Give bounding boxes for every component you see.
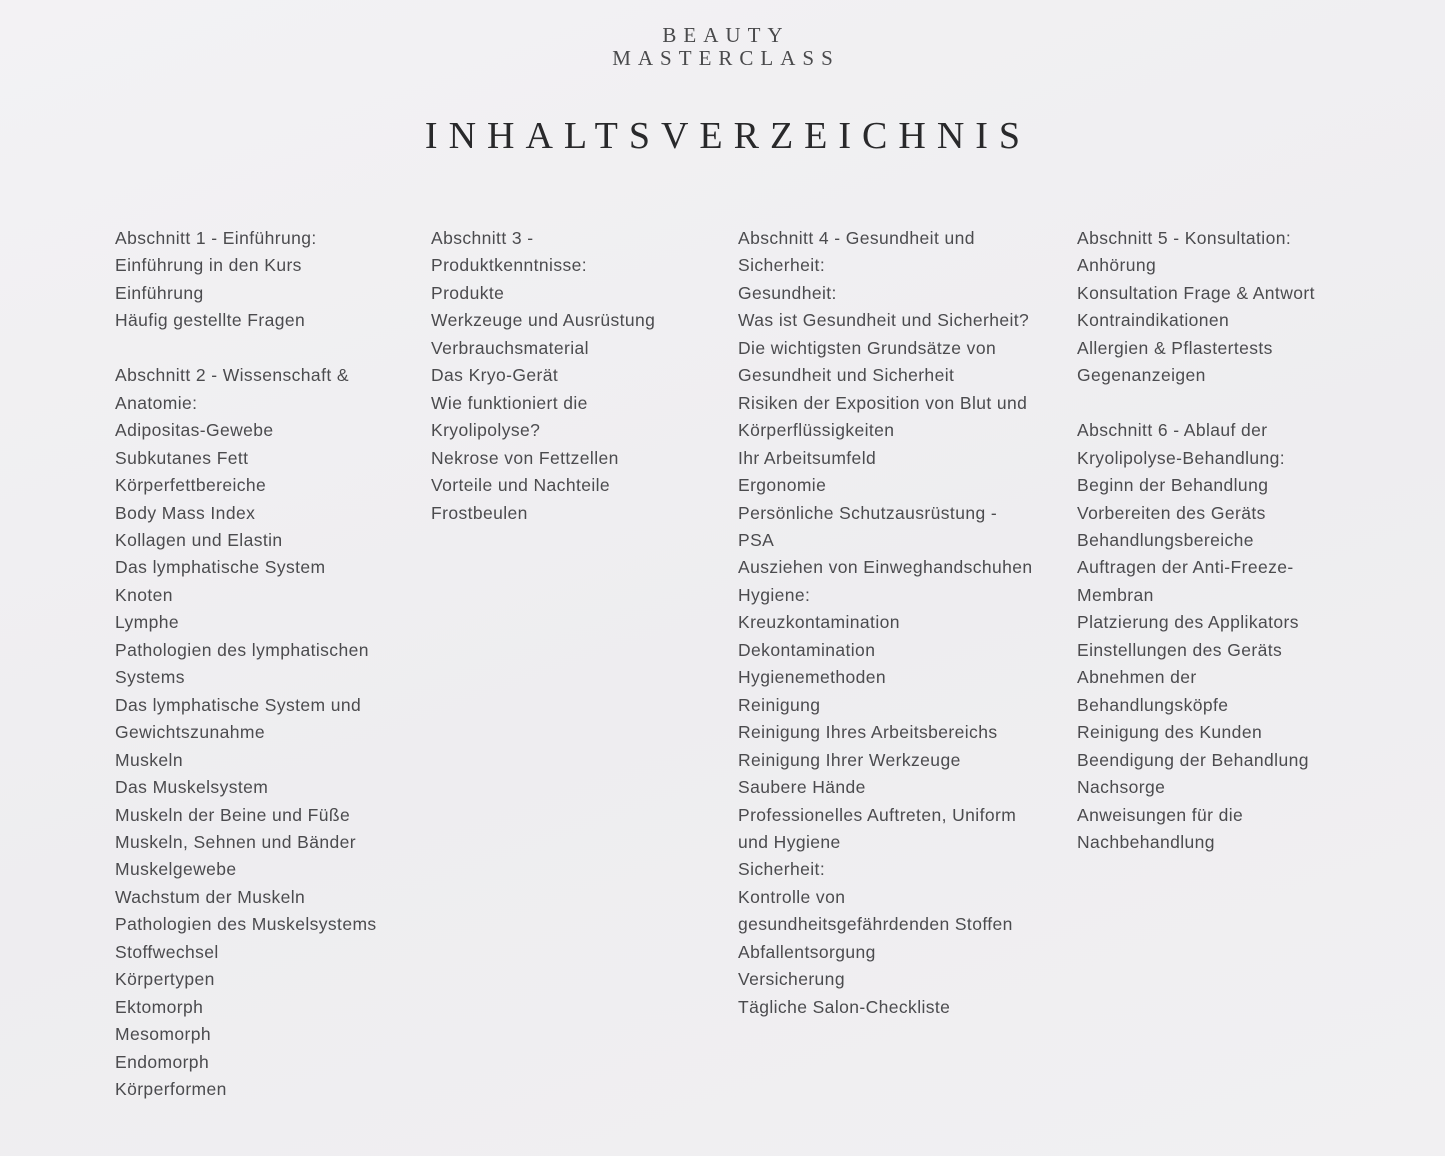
brand-line-2: MASTERCLASS bbox=[612, 46, 840, 70]
toc-entry: Einstellungen des Geräts bbox=[1077, 639, 1283, 660]
toc-section bbox=[1077, 225, 1397, 390]
toc-entry: Kreuzkontamination bbox=[738, 612, 900, 633]
toc-entry: Wachstum der Muskeln bbox=[115, 886, 306, 907]
toc-section bbox=[115, 225, 415, 335]
toc-entry: Mesomorph bbox=[115, 1024, 211, 1045]
toc-entry: Verbrauchsmaterial bbox=[431, 337, 589, 358]
toc-entry: Nachbehandlung bbox=[1077, 831, 1215, 852]
toc-entry: Subkutanes Fett bbox=[115, 447, 249, 468]
toc-entry: Vorbereiten des Geräts bbox=[1077, 502, 1266, 523]
toc-entry: Pathologien des lymphatischen bbox=[115, 639, 369, 660]
toc-entry: Körperflüssigkeiten bbox=[738, 420, 895, 441]
toc-entry: Beginn der Behandlung bbox=[1077, 475, 1269, 496]
toc-entry: Adipositas-Gewebe bbox=[115, 420, 274, 441]
toc-entry: Platzierung des Applikators bbox=[1077, 612, 1299, 633]
toc-section bbox=[115, 362, 415, 1103]
toc-entry: Produktkenntnisse: bbox=[431, 255, 588, 276]
toc-entry: Kontraindikationen bbox=[1077, 310, 1230, 331]
toc-entry: Das lymphatische System bbox=[115, 557, 326, 578]
brand-logo bbox=[0, 24, 1445, 70]
toc-entry: Endomorph bbox=[115, 1051, 210, 1072]
toc-entry: Tägliche Salon-Checkliste bbox=[738, 996, 951, 1017]
toc-entry: Kryolipolyse? bbox=[431, 420, 541, 441]
toc-entry: Versicherung bbox=[738, 969, 845, 990]
toc-entry: Auftragen der Anti-Freeze- bbox=[1077, 557, 1294, 578]
toc-entry: Nekrose von Fettzellen bbox=[431, 447, 619, 468]
toc-entry: Stoffwechsel bbox=[115, 941, 219, 962]
toc-section-heading: Abschnitt 2 - Wissenschaft & bbox=[115, 365, 349, 386]
toc-entry: Ektomorph bbox=[115, 996, 204, 1017]
toc-entry: Einführung bbox=[115, 282, 204, 303]
toc-entry: Reinigung Ihres Arbeitsbereichs bbox=[738, 722, 998, 743]
toc-entry: Sicherheit: bbox=[738, 255, 826, 276]
toc-entry: Kollagen und Elastin bbox=[115, 529, 283, 550]
toc-entry: Reinigung bbox=[738, 694, 821, 715]
toc-entry: Wie funktioniert die bbox=[431, 392, 588, 413]
toc-entry: Einführung in den Kurs bbox=[115, 255, 302, 276]
toc-entry: Nachsorge bbox=[1077, 777, 1166, 798]
toc-column-4 bbox=[1077, 225, 1397, 884]
toc-entry: Ergonomie bbox=[738, 475, 827, 496]
toc-entry: Allergien & Pflastertests bbox=[1077, 337, 1273, 358]
toc-column-2 bbox=[431, 225, 721, 554]
toc-entry: Risiken der Exposition von Blut und bbox=[738, 392, 1028, 413]
toc-section bbox=[738, 225, 1063, 1021]
toc-entry: Muskeln, Sehnen und Bänder bbox=[115, 831, 356, 852]
toc-entry: Kontrolle von bbox=[738, 886, 846, 907]
toc-entry: und Hygiene bbox=[738, 831, 841, 852]
toc-entry: Reinigung Ihrer Werkzeuge bbox=[738, 749, 961, 770]
toc-entry: Abnehmen der bbox=[1077, 667, 1197, 688]
toc-section-heading: Abschnitt 3 - bbox=[431, 228, 534, 248]
toc-entry: Frostbeulen bbox=[431, 502, 528, 523]
brand-line-1: BEAUTY bbox=[662, 23, 790, 47]
toc-entry: Das lymphatische System und bbox=[115, 694, 362, 715]
toc-entry: Die wichtigsten Grundsätze von bbox=[738, 337, 997, 358]
toc-section bbox=[431, 225, 721, 527]
toc-entry: Behandlungsbereiche bbox=[1077, 529, 1254, 550]
toc-entry: gesundheitsgefährdenden Stoffen bbox=[738, 914, 1013, 935]
toc-entry: Reinigung des Kunden bbox=[1077, 722, 1263, 743]
toc-entry: Systems bbox=[115, 667, 185, 688]
toc-entry: Hygienemethoden bbox=[738, 667, 887, 688]
toc-entry: Dekontamination bbox=[738, 639, 876, 660]
toc-section bbox=[1077, 417, 1397, 856]
toc-entry: Muskeln bbox=[115, 749, 183, 770]
toc-entry: Körperformen bbox=[115, 1079, 227, 1100]
toc-entry: Body Mass Index bbox=[115, 502, 256, 523]
toc-entry: Gesundheit: bbox=[738, 282, 837, 303]
toc-column-3 bbox=[738, 225, 1063, 1049]
toc-entry: Pathologien des Muskelsystems bbox=[115, 914, 377, 935]
toc-entry: Gesundheit und Sicherheit bbox=[738, 365, 955, 386]
toc-entry: Anhörung bbox=[1077, 255, 1157, 276]
toc-entry: Körpertypen bbox=[115, 969, 215, 990]
toc-entry: Gewichtszunahme bbox=[115, 722, 265, 743]
toc-section-heading: Abschnitt 1 - Einführung: bbox=[115, 228, 317, 248]
toc-entry: Gegenanzeigen bbox=[1077, 365, 1206, 386]
toc-entry: Ausziehen von Einweghandschuhen bbox=[738, 557, 1033, 578]
toc-entry: Körperfettbereiche bbox=[115, 475, 267, 496]
toc-entry: Behandlungsköpfe bbox=[1077, 694, 1229, 715]
toc-entry: Kryolipolyse-Behandlung: bbox=[1077, 447, 1286, 468]
toc-entry: Was ist Gesundheit und Sicherheit? bbox=[738, 310, 1030, 331]
toc-entry: Knoten bbox=[115, 584, 173, 605]
toc-section-heading: Abschnitt 6 - Ablauf der bbox=[1077, 420, 1268, 441]
toc-entry: PSA bbox=[738, 529, 775, 550]
toc-entry: Hygiene: bbox=[738, 584, 811, 605]
toc-entry: Produkte bbox=[431, 282, 505, 303]
toc-entry: Professionelles Auftreten, Uniform bbox=[738, 804, 1017, 825]
toc-entry: Abfallentsorgung bbox=[738, 941, 876, 962]
toc-entry: Ihr Arbeitsumfeld bbox=[738, 447, 877, 468]
toc-entry: Beendigung der Behandlung bbox=[1077, 749, 1309, 770]
toc-entry: Lymphe bbox=[115, 612, 180, 633]
toc-entry: Saubere Hände bbox=[738, 777, 866, 798]
toc-entry: Vorteile und Nachteile bbox=[431, 475, 611, 496]
toc-entry: Muskelgewebe bbox=[115, 859, 237, 880]
toc-entry: Membran bbox=[1077, 584, 1154, 605]
toc-entry: Persönliche Schutzausrüstung - bbox=[738, 502, 998, 523]
page-title: INHALTSVERZEICHNIS bbox=[424, 115, 1032, 157]
toc-entry: Das Muskelsystem bbox=[115, 777, 269, 798]
toc-section-heading: Abschnitt 5 - Konsultation: bbox=[1077, 228, 1292, 248]
toc-entry: Muskeln der Beine und Füße bbox=[115, 804, 351, 825]
toc-column-1 bbox=[115, 225, 415, 1131]
toc-entry: Anatomie: bbox=[115, 392, 198, 413]
toc-section-heading: Abschnitt 4 - Gesundheit und bbox=[738, 228, 975, 248]
toc-entry: Anweisungen für die bbox=[1077, 804, 1244, 825]
toc-entry: Das Kryo-Gerät bbox=[431, 365, 559, 386]
toc-entry: Sicherheit: bbox=[738, 859, 826, 880]
toc-entry: Werkzeuge und Ausrüstung bbox=[431, 310, 656, 331]
toc-entry: Konsultation Frage & Antwort bbox=[1077, 282, 1315, 303]
toc-entry: Häufig gestellte Fragen bbox=[115, 310, 306, 331]
